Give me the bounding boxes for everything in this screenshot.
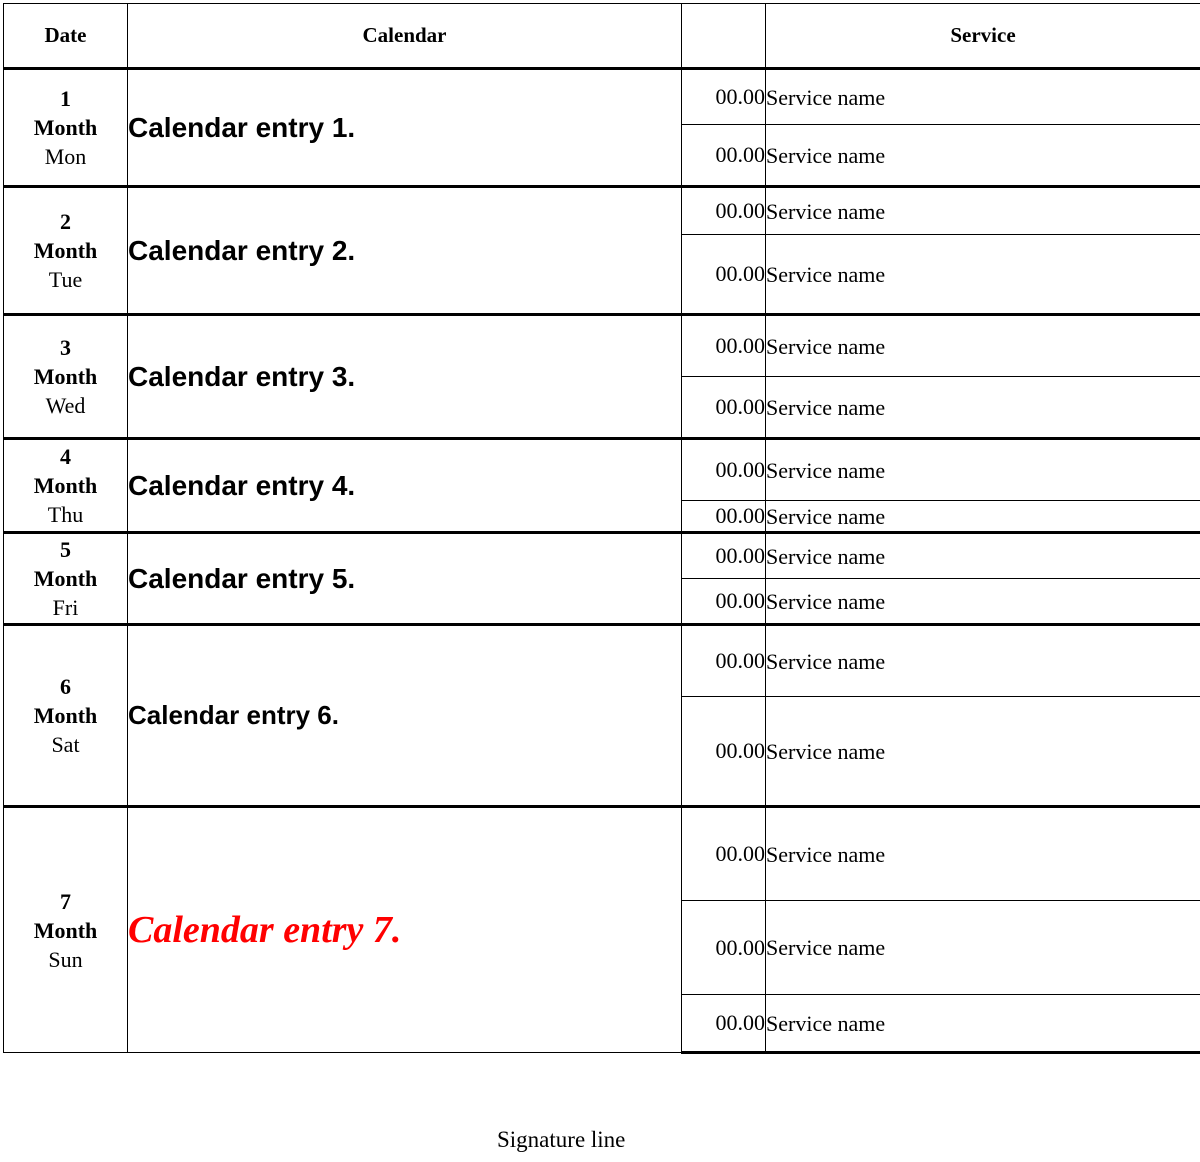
calendar-line: Calendar entry 4. <box>128 469 356 501</box>
service-time: 00.00 <box>682 69 766 125</box>
calendar-cell <box>128 315 682 439</box>
service-line: Service name <box>766 588 886 614</box>
calendar-line: Calendar entry 6. <box>128 700 339 730</box>
schedule-row <box>4 625 1200 697</box>
service-name <box>766 187 1200 235</box>
service-name <box>766 125 1200 187</box>
date-month: Month <box>33 566 98 591</box>
schedule-body <box>4 69 1200 1053</box>
date-weekday: Tue <box>48 267 83 292</box>
calendar-cell <box>128 187 682 315</box>
date-cell <box>4 187 128 315</box>
service-line: Service name <box>766 198 886 224</box>
date-cell <box>4 69 128 187</box>
service-line: Service name <box>766 935 886 960</box>
schedule-row <box>4 69 1200 125</box>
date-month: Month <box>33 917 98 943</box>
calendar-cell <box>128 533 682 625</box>
header-date: Date <box>4 4 128 69</box>
service-name <box>766 901 1200 995</box>
calendar-cell <box>128 439 682 533</box>
service-time: 00.00 <box>682 315 766 377</box>
service-line: Service name <box>766 457 886 483</box>
service-time: 00.00 <box>682 579 766 625</box>
date-cell <box>4 807 128 1053</box>
date-day: 2 <box>60 209 71 234</box>
service-line: Service name <box>766 261 886 287</box>
date-weekday: Sat <box>51 732 80 757</box>
service-time: 00.00 <box>682 995 766 1053</box>
schedule-table <box>3 3 1200 1054</box>
date-month: Month <box>33 473 98 498</box>
header-saints: Calendar <box>128 4 682 69</box>
service-name <box>766 315 1200 377</box>
service-line: Service name <box>766 841 886 867</box>
service-name <box>766 579 1200 625</box>
calendar-line: Calendar entry 2. <box>128 234 356 266</box>
service-line: Service name <box>766 333 886 359</box>
calendar-line: Calendar entry 3. <box>128 360 356 392</box>
schedule-row <box>4 315 1200 377</box>
header-service: Service <box>766 4 1200 69</box>
calendar-cell <box>128 69 682 187</box>
date-day: 4 <box>60 444 71 469</box>
service-line: Service name <box>766 1010 886 1036</box>
date-day: 5 <box>60 537 71 562</box>
calendar-line: Calendar entry 5. <box>128 562 356 594</box>
calendar-cell <box>128 625 682 807</box>
service-time: 00.00 <box>682 187 766 235</box>
calendar-line: Calendar entry 7. <box>128 909 402 951</box>
service-name <box>766 439 1200 501</box>
date-weekday: Sun <box>48 946 83 972</box>
service-time: 00.00 <box>682 235 766 315</box>
service-time: 00.00 <box>682 533 766 579</box>
service-line: Service name <box>766 394 886 420</box>
service-line: Service name <box>766 142 886 168</box>
service-name <box>766 533 1200 579</box>
date-weekday: Thu <box>47 502 84 527</box>
date-day: 3 <box>60 335 71 360</box>
service-time: 00.00 <box>682 501 766 533</box>
date-month: Month <box>33 703 98 728</box>
date-month: Month <box>33 364 98 389</box>
service-time: 00.00 <box>682 377 766 439</box>
service-time: 00.00 <box>682 901 766 995</box>
service-name <box>766 807 1200 901</box>
service-name <box>766 377 1200 439</box>
date-day: 6 <box>60 674 71 699</box>
date-day: 1 <box>60 86 71 111</box>
date-cell <box>4 315 128 439</box>
service-time: 00.00 <box>682 697 766 807</box>
date-cell <box>4 533 128 625</box>
service-time: 00.00 <box>682 807 766 901</box>
service-line: Service name <box>766 738 886 764</box>
schedule-row <box>4 807 1200 901</box>
signature: Signature line <box>497 1127 626 1152</box>
service-time: 00.00 <box>682 439 766 501</box>
service-line: Service name <box>766 84 886 110</box>
service-name <box>766 501 1200 533</box>
service-name <box>766 235 1200 315</box>
schedule-row <box>4 439 1200 501</box>
date-weekday: Mon <box>44 144 87 169</box>
service-time: 00.00 <box>682 125 766 187</box>
date-cell <box>4 625 128 807</box>
date-day: 7 <box>60 888 71 914</box>
service-name <box>766 69 1200 125</box>
service-line: Service name <box>766 648 886 674</box>
service-line: Service name <box>766 503 886 529</box>
date-weekday: Fri <box>52 595 79 620</box>
schedule-row <box>4 533 1200 579</box>
service-name <box>766 697 1200 807</box>
service-line: Service name <box>766 543 886 569</box>
service-name <box>766 625 1200 697</box>
date-month: Month <box>33 238 98 263</box>
service-time: 00.00 <box>682 625 766 697</box>
service-name <box>766 995 1200 1053</box>
date-month: Month <box>33 115 98 140</box>
header-time <box>682 4 766 69</box>
header-row <box>4 4 1200 69</box>
schedule-row <box>4 187 1200 235</box>
calendar-cell <box>128 807 682 1053</box>
calendar-line: Calendar entry 1. <box>128 111 356 143</box>
date-weekday: Wed <box>45 393 86 418</box>
date-cell <box>4 439 128 533</box>
